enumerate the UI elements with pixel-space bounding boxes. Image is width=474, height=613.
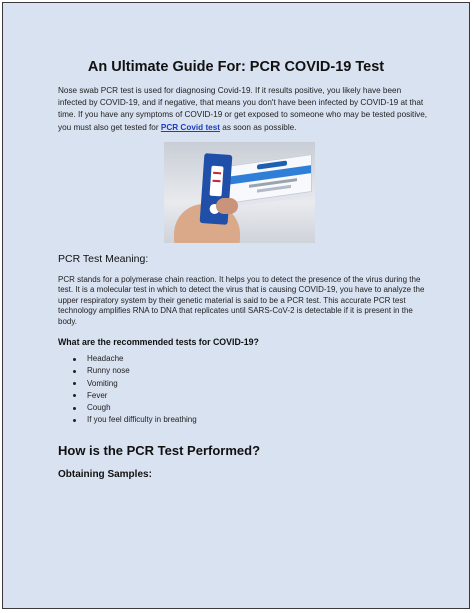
kit-box-text <box>257 185 291 193</box>
list-item-label: Vomiting <box>87 378 118 388</box>
list-item <box>58 390 197 402</box>
meaning-paragraph: PCR stands for a polymerase chain reaction. It helps you to detect the presence of the virus during the test. It is a molecular test in which to detect the virus that is causing COVID-19, you have to analyze the upper respiratory system by their genetic material is said to be a PCR test. This accurate PCR test technology amplifies RNA to DNA that replicates until SARS-CoV-2 is detectable if it is present in the body. <box>58 275 425 326</box>
bullet-icon <box>73 358 76 361</box>
document-page <box>2 2 470 609</box>
list-item-label: Runny nose <box>87 366 130 376</box>
page-title: An Ultimate Guide For: PCR COVID-19 Test <box>87 59 385 75</box>
list-item <box>58 365 197 377</box>
list-item-label: If you feel difficulty in breathing <box>87 415 197 425</box>
list-item <box>58 353 197 365</box>
bullet-icon <box>73 382 76 385</box>
pcr-test-kit-photo <box>164 142 315 243</box>
intro-paragraph <box>58 85 428 134</box>
list-item-label: Headache <box>87 354 124 363</box>
test-cassette <box>200 153 233 225</box>
bullet-icon <box>73 407 76 410</box>
recommended-tests-list <box>58 353 197 427</box>
section-heading-meaning: PCR Test Meaning: <box>58 253 149 265</box>
intro-text-start: Nose swab PCR test is used for diagnosing Covid-19. If it results positive, you likely have been infected by COVID-19, and if negative, that means you don't have been infected by COVID-19 at that time. If you have any symptoms of COVID-19 or get exposed to someone who may be tested positive, you must also get tested for <box>58 86 428 132</box>
subheading-obtaining-samples: Obtaining Samples: <box>58 469 152 480</box>
list-item <box>58 414 197 426</box>
list-item <box>58 378 197 390</box>
section-heading-performed: How is the PCR Test Performed? <box>58 443 261 458</box>
thumb <box>216 198 238 214</box>
section-heading-recommended-tests: What are the recommended tests for COVID-19? <box>58 337 259 347</box>
bullet-icon <box>73 394 76 397</box>
list-item-label: Fever <box>87 390 108 400</box>
bullet-icon <box>73 370 76 373</box>
pcr-covid-test-link[interactable]: PCR Covid test <box>160 122 220 132</box>
list-item <box>58 402 197 414</box>
intro-text-end: as soon as possible. <box>220 122 297 132</box>
bullet-icon <box>73 419 76 422</box>
list-item-label: Cough <box>87 403 111 413</box>
